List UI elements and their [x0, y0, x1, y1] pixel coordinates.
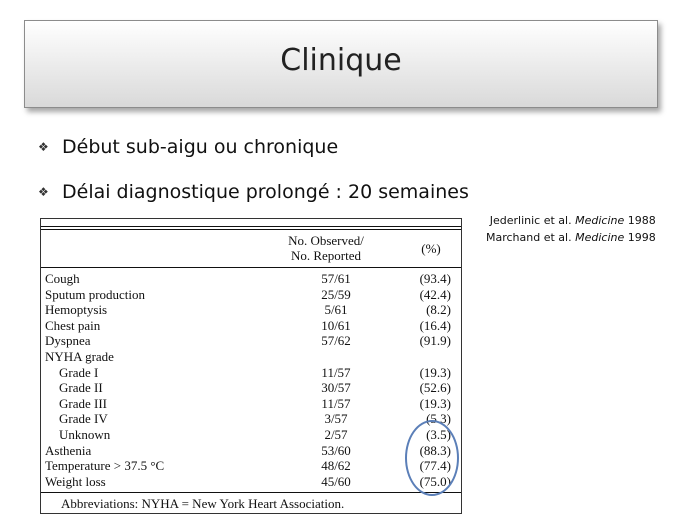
table-row — [41, 380, 461, 396]
row-label: Sputum production — [45, 286, 146, 302]
table-footnote: Abbreviations: NYHA = New York Heart Association. — [61, 496, 345, 511]
row-observed: 2/57 — [324, 427, 348, 442]
bullet-item — [38, 181, 469, 203]
row-observed: 53/60 — [321, 442, 351, 458]
diamond-bullet-icon: ❖ — [38, 185, 49, 199]
row-percent: (8.2) — [426, 302, 451, 318]
row-percent: (52.6) — [419, 380, 451, 396]
row-observed: 11/57 — [321, 395, 351, 411]
row-label: Chest pain — [45, 317, 101, 333]
row-percent: (19.3) — [419, 364, 451, 380]
row-label: NYHA grade — [45, 349, 114, 364]
row-observed: 3/57 — [324, 411, 348, 427]
reference-line: Marchand et al. Medicine 1998 — [486, 231, 656, 244]
row-observed: 25/59 — [321, 286, 351, 302]
row-percent: (16.4) — [419, 317, 451, 333]
table-top-rule — [41, 226, 461, 227]
row-label: Grade I — [59, 364, 99, 380]
table-row — [41, 287, 461, 303]
table-row — [41, 427, 461, 443]
row-observed: 45/60 — [321, 473, 351, 489]
table-row — [41, 318, 461, 334]
slide-title: Clinique — [280, 42, 402, 78]
table-row — [41, 411, 461, 427]
row-percent: (77.4) — [419, 458, 451, 474]
reference-line: Jederlinic et al. Medicine 1988 — [489, 214, 656, 227]
table-row — [41, 365, 461, 381]
row-observed: 5/61 — [324, 302, 348, 318]
row-observed: 30/57 — [321, 380, 351, 396]
bullet-text: Début sub-aigu ou chronique — [62, 136, 339, 158]
row-observed: 57/62 — [321, 333, 351, 349]
clinical-table — [40, 218, 462, 514]
references — [486, 212, 656, 246]
row-percent: (19.3) — [419, 395, 451, 411]
table-row — [41, 302, 461, 318]
slide-title-box — [24, 20, 658, 108]
table-top-rule — [41, 229, 461, 230]
bottom-rule — [41, 492, 461, 493]
row-label: Cough — [45, 271, 80, 286]
row-observed: 11/57 — [321, 364, 351, 380]
row-observed: 10/61 — [321, 317, 351, 333]
row-label: Asthenia — [45, 442, 92, 458]
row-percent: (88.3) — [419, 442, 451, 458]
row-label: Unknown — [59, 427, 111, 442]
diamond-bullet-icon: ❖ — [38, 140, 49, 154]
row-percent: (93.4) — [419, 271, 451, 286]
row-label: Dyspnea — [45, 333, 91, 349]
table-row — [41, 443, 461, 459]
row-percent: (75.0) — [419, 473, 451, 489]
row-percent: (42.4) — [419, 286, 451, 302]
row-label: Grade II — [59, 380, 103, 396]
row-observed: 57/61 — [321, 271, 351, 286]
table-row — [41, 349, 461, 365]
bullet-text: Délai diagnostique prolongé : 20 semaines — [62, 181, 469, 203]
row-label: Temperature > 37.5 °C — [45, 458, 165, 474]
row-label: Weight loss — [45, 473, 106, 489]
header-observed: No. Observed/ No. Reported — [288, 233, 364, 263]
row-label: Grade IV — [59, 411, 108, 427]
row-percent: (91.9) — [419, 333, 451, 349]
table-row — [41, 474, 461, 490]
highlight-circle — [405, 420, 459, 496]
row-observed: 48/62 — [321, 458, 351, 474]
header-percent: (%) — [421, 241, 441, 256]
row-percent: (5.3) — [426, 411, 451, 427]
row-label: Grade III — [59, 395, 107, 411]
bullet-item — [38, 136, 338, 158]
row-label: Hemoptysis — [45, 302, 108, 318]
table-row — [41, 458, 461, 474]
table-row — [41, 271, 461, 287]
table-row — [41, 333, 461, 349]
table-row — [41, 396, 461, 412]
row-percent: (3.5) — [426, 427, 451, 442]
header-rule — [41, 267, 461, 268]
